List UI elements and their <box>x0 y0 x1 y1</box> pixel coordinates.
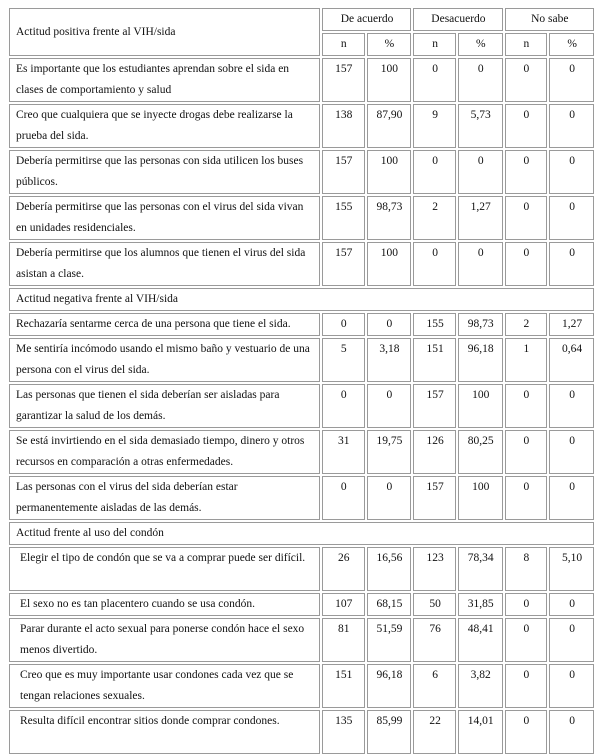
percent-cell: 3,82 <box>458 664 503 708</box>
percent-cell: 0 <box>549 593 594 616</box>
count-cell: 126 <box>413 430 456 474</box>
count-cell: 123 <box>413 547 456 591</box>
attitudes-table <box>7 6 596 756</box>
percent-cell: 0 <box>549 150 594 194</box>
percent-cell: 0 <box>549 104 594 148</box>
percent-cell: 78,34 <box>458 547 503 591</box>
group-header-no-sabe: No sabe <box>505 8 594 31</box>
table-row <box>9 313 594 336</box>
table-row <box>9 593 594 616</box>
percent-cell: 100 <box>367 242 412 286</box>
count-cell: 22 <box>413 710 456 754</box>
table-row <box>9 664 594 708</box>
count-cell: 9 <box>413 104 456 148</box>
count-cell: 0 <box>413 58 456 102</box>
count-cell: 0 <box>505 150 548 194</box>
group-header-de-acuerdo: De acuerdo <box>322 8 411 31</box>
count-cell: 0 <box>505 104 548 148</box>
table-row <box>9 150 594 194</box>
table-row <box>9 384 594 428</box>
count-cell: 0 <box>413 242 456 286</box>
table-row <box>9 58 594 102</box>
group-header-desacuerdo: Desacuerdo <box>413 8 502 31</box>
count-cell: 26 <box>322 547 365 591</box>
count-cell: 2 <box>505 313 548 336</box>
count-cell: 0 <box>505 593 548 616</box>
section-title: Actitud frente al uso del condón <box>9 522 594 545</box>
percent-cell: 96,18 <box>458 338 503 382</box>
table-row <box>9 338 594 382</box>
percent-cell: 0 <box>367 313 412 336</box>
percent-cell: 0 <box>458 58 503 102</box>
percent-cell: 0 <box>549 196 594 240</box>
statement-cell: Se está invirtiendo en el sida demasiado tiempo, dinero y otros recursos en comparación a otras enfermedades. <box>9 430 320 474</box>
count-cell: 1 <box>505 338 548 382</box>
percent-cell: 100 <box>458 384 503 428</box>
percent-cell: 16,56 <box>367 547 412 591</box>
percent-cell: 0 <box>549 58 594 102</box>
percent-cell: 85,99 <box>367 710 412 754</box>
percent-cell: 51,59 <box>367 618 412 662</box>
count-cell: 157 <box>322 150 365 194</box>
percent-cell: 96,18 <box>367 664 412 708</box>
statement-cell: Creo que es muy importante usar condones cada vez que se tengan relaciones sexuales. <box>9 664 320 708</box>
percent-cell: 48,41 <box>458 618 503 662</box>
statement-cell: Creo que cualquiera que se inyecte drogas debe realizarse la prueba del sida. <box>9 104 320 148</box>
percent-cell: 0 <box>549 664 594 708</box>
percent-cell: 1,27 <box>549 313 594 336</box>
percent-cell: 0 <box>549 710 594 754</box>
count-cell: 6 <box>413 664 456 708</box>
count-cell: 157 <box>413 476 456 520</box>
percent-cell: 87,90 <box>367 104 412 148</box>
count-cell: 135 <box>322 710 365 754</box>
percent-cell: 19,75 <box>367 430 412 474</box>
statement-cell: Es importante que los estudiantes aprendan sobre el sida en clases de comportamiento y salud <box>9 58 320 102</box>
count-cell: 157 <box>322 58 365 102</box>
percent-cell: 0 <box>458 242 503 286</box>
percent-cell: 100 <box>367 150 412 194</box>
count-cell: 155 <box>413 313 456 336</box>
percent-cell: 31,85 <box>458 593 503 616</box>
count-cell: 0 <box>322 313 365 336</box>
percent-cell: 0 <box>549 618 594 662</box>
percent-cell: 100 <box>458 476 503 520</box>
statement-cell: Debería permitirse que las personas con el virus del sida vivan en unidades residenciales. <box>9 196 320 240</box>
percent-cell: 5,10 <box>549 547 594 591</box>
table-row <box>9 104 594 148</box>
count-cell: 76 <box>413 618 456 662</box>
count-cell: 157 <box>322 242 365 286</box>
count-cell: 155 <box>322 196 365 240</box>
percent-cell: 80,25 <box>458 430 503 474</box>
subheader-n: n <box>413 33 456 56</box>
percent-cell: 0 <box>458 150 503 194</box>
statement-cell: Resulta difícil encontrar sitios donde comprar condones. <box>9 710 320 754</box>
count-cell: 0 <box>505 664 548 708</box>
percent-cell: 1,27 <box>458 196 503 240</box>
count-cell: 0 <box>505 58 548 102</box>
count-cell: 0 <box>413 150 456 194</box>
percent-cell: 0 <box>367 476 412 520</box>
subheader-pct: % <box>458 33 503 56</box>
count-cell: 0 <box>322 384 365 428</box>
percent-cell: 98,73 <box>367 196 412 240</box>
count-cell: 5 <box>322 338 365 382</box>
statement-cell: Debería permitirse que las personas con sida utilicen los buses públicos. <box>9 150 320 194</box>
percent-cell: 98,73 <box>458 313 503 336</box>
count-cell: 81 <box>322 618 365 662</box>
count-cell: 0 <box>505 710 548 754</box>
percent-cell: 3,18 <box>367 338 412 382</box>
statement-cell: El sexo no es tan placentero cuando se usa condón. <box>9 593 320 616</box>
section-title: Actitud negativa frente al VIH/sida <box>9 288 594 311</box>
table-row <box>9 547 594 591</box>
count-cell: 151 <box>322 664 365 708</box>
count-cell: 0 <box>505 476 548 520</box>
count-cell: 50 <box>413 593 456 616</box>
count-cell: 0 <box>322 476 365 520</box>
percent-cell: 68,15 <box>367 593 412 616</box>
statement-cell: Las personas que tienen el sida deberían ser aisladas para garantizar la salud de los demás. <box>9 384 320 428</box>
count-cell: 107 <box>322 593 365 616</box>
subheader-pct: % <box>367 33 412 56</box>
count-cell: 138 <box>322 104 365 148</box>
count-cell: 31 <box>322 430 365 474</box>
count-cell: 157 <box>413 384 456 428</box>
statement-cell: Las personas con el virus del sida deberían estar permanentemente aisladas de las demás. <box>9 476 320 520</box>
percent-cell: 0 <box>549 384 594 428</box>
count-cell: 151 <box>413 338 456 382</box>
section-title: Actitud positiva frente al VIH/sida <box>9 8 320 56</box>
statement-cell: Parar durante el acto sexual para ponerse condón hace el sexo menos divertido. <box>9 618 320 662</box>
table-row <box>9 476 594 520</box>
statement-cell: Debería permitirse que los alumnos que tienen el virus del sida asistan a clase. <box>9 242 320 286</box>
statement-cell: Rechazaría sentarme cerca de una persona que tiene el sida. <box>9 313 320 336</box>
table-row <box>9 242 594 286</box>
subheader-pct: % <box>549 33 594 56</box>
percent-cell: 0 <box>367 384 412 428</box>
percent-cell: 0 <box>549 242 594 286</box>
statement-cell: Elegir el tipo de condón que se va a comprar puede ser difícil. <box>9 547 320 591</box>
count-cell: 0 <box>505 618 548 662</box>
percent-cell: 5,73 <box>458 104 503 148</box>
count-cell: 0 <box>505 384 548 428</box>
table-row <box>9 430 594 474</box>
table-row <box>9 196 594 240</box>
subheader-n: n <box>322 33 365 56</box>
percent-cell: 0 <box>549 476 594 520</box>
statement-cell: Me sentiría incómodo usando el mismo baño y vestuario de una persona con el virus del sida. <box>9 338 320 382</box>
table-row <box>9 710 594 754</box>
table-row <box>9 618 594 662</box>
count-cell: 8 <box>505 547 548 591</box>
percent-cell: 14,01 <box>458 710 503 754</box>
count-cell: 0 <box>505 242 548 286</box>
count-cell: 0 <box>505 430 548 474</box>
percent-cell: 0 <box>549 430 594 474</box>
count-cell: 0 <box>505 196 548 240</box>
subheader-n: n <box>505 33 548 56</box>
count-cell: 2 <box>413 196 456 240</box>
percent-cell: 100 <box>367 58 412 102</box>
percent-cell: 0,64 <box>549 338 594 382</box>
